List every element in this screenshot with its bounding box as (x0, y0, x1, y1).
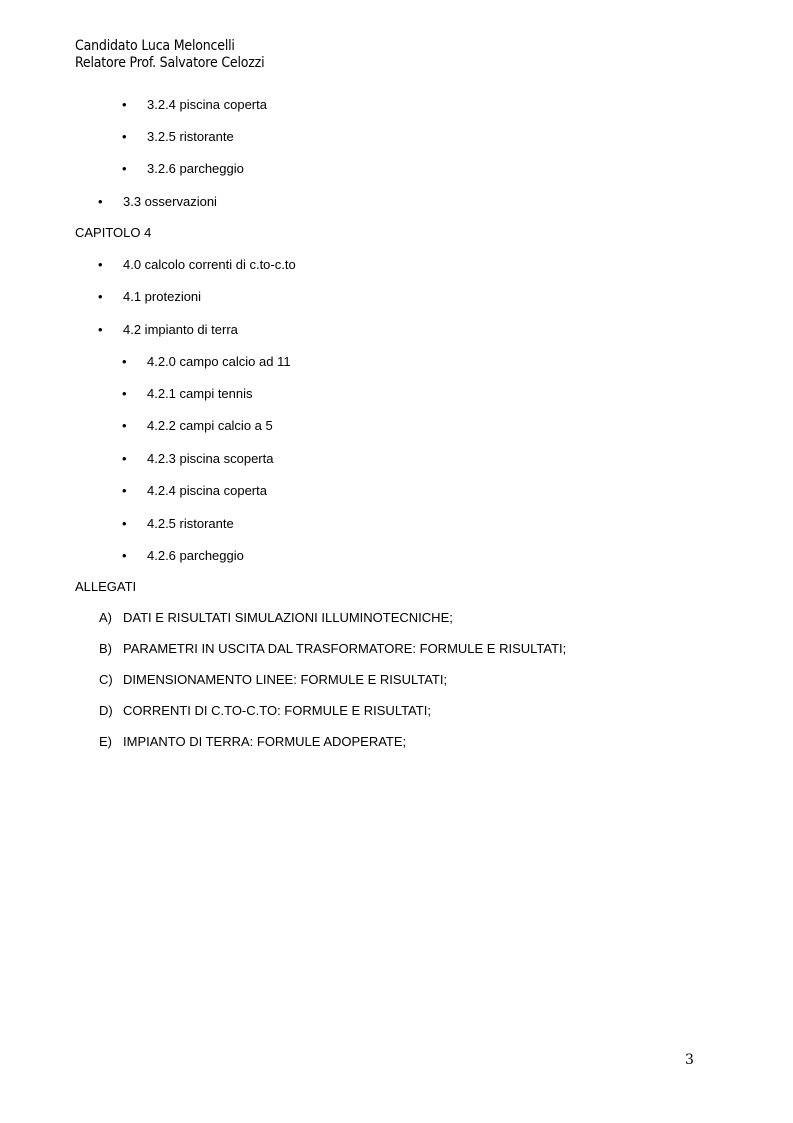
toc-entry-3-3: 3.3 osservazioni (123, 194, 217, 209)
bullet-icon: • (98, 289, 103, 304)
bullet-icon: • (122, 97, 127, 112)
bullet-icon: • (122, 516, 127, 531)
toc-entry-4-2-0: 4.2.0 campo calcio ad 11 (147, 354, 291, 369)
toc-entry-3-2-6: 3.2.6 parcheggio (147, 161, 244, 176)
toc-entry-4-2-6: 4.2.6 parcheggio (147, 548, 244, 563)
candidate-name: Candidato Luca Meloncelli (75, 38, 235, 54)
attachment-item: PARAMETRI IN USCITA DAL TRASFORMATORE: FORMULE E RISULTATI; (123, 641, 567, 656)
toc-entry-4-2-4: 4.2.4 piscina coperta (147, 483, 267, 498)
bullet-icon: • (122, 386, 127, 401)
bullet-icon: • (122, 451, 127, 466)
page-header (75, 38, 264, 72)
toc-entry-3-2-4: 3.2.4 piscina coperta (147, 97, 267, 112)
attachment-item: DIMENSIONAMENTO LINEE: FORMULE E RISULTATI; (123, 672, 448, 687)
attachment-marker: A) (99, 610, 112, 625)
bullet-icon: • (122, 548, 127, 563)
toc-entry-4-2-3: 4.2.3 piscina scoperta (147, 451, 274, 466)
bullet-icon: • (122, 418, 127, 433)
bullet-icon: • (122, 354, 127, 369)
bullet-icon: • (98, 322, 103, 337)
bullet-icon: • (98, 257, 103, 272)
bullet-icon: • (122, 483, 127, 498)
chapter-heading: CAPITOLO 4 (75, 225, 152, 240)
bullet-icon: • (98, 194, 103, 209)
bullet-icon: • (122, 161, 127, 176)
attachment-marker: E) (99, 734, 112, 749)
toc-entry-4-0: 4.0 calcolo correnti di c.to-c.to (123, 257, 296, 272)
attachment-item: IMPIANTO DI TERRA: FORMULE ADOPERATE; (123, 734, 407, 749)
attachment-marker: D) (99, 703, 113, 718)
advisor-name: Relatore Prof. Salvatore Celozzi (75, 55, 265, 71)
attachment-marker: C) (99, 672, 113, 687)
toc-entry-4-2-2: 4.2.2 campi calcio a 5 (147, 418, 273, 433)
toc-entry-4-2: 4.2 impianto di terra (123, 322, 238, 337)
attachment-marker: B) (99, 641, 112, 656)
attachment-item: CORRENTI DI C.TO-C.TO: FORMULE E RISULTATI; (123, 703, 431, 718)
bullet-icon: • (122, 129, 127, 144)
attachment-item: DATI E RISULTATI SIMULAZIONI ILLUMINOTECNICHE; (123, 610, 453, 625)
toc-entry-3-2-5: 3.2.5 ristorante (147, 129, 234, 144)
page-number: 3 (685, 1052, 694, 1068)
toc-entry-4-2-5: 4.2.5 ristorante (147, 516, 234, 531)
attachments-heading: ALLEGATI (75, 579, 137, 594)
toc-entry-4-1: 4.1 protezioni (123, 289, 202, 304)
toc-entry-4-2-1: 4.2.1 campi tennis (147, 386, 253, 401)
